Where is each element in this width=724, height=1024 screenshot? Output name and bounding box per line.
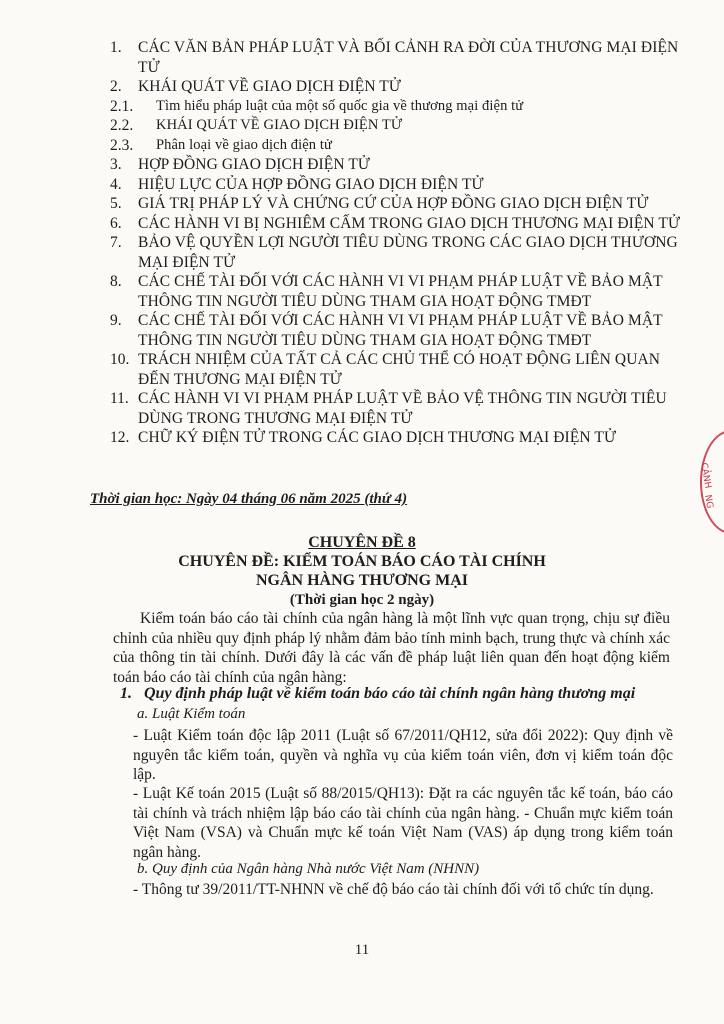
- toc-item: [110, 272, 690, 311]
- toc-item-number: 11.: [110, 390, 129, 407]
- toc-item: [110, 389, 690, 428]
- toc-item-text: TRÁCH NHIỆM CỦA TẤT CẢ CÁC CHỦ THỂ CÓ HOẠT ĐỘNG LIÊN QUAN ĐẾN THƯƠNG MẠI ĐIỆN TỬ: [138, 351, 661, 388]
- toc-item-number: 2.1.: [110, 97, 134, 115]
- toc-item-number: 2.: [110, 78, 122, 95]
- toc-item: [110, 136, 690, 156]
- paragraph-audit-law: - Luật Kiểm toán độc lập 2011 (Luật số 67/2011/QH12, sửa đổi 2022): Quy định về nguyên tắc kiểm toán, quyền và nghĩa vụ của kiểm toán viên, đơn vị kiểm toán độc lập.: [133, 727, 673, 783]
- toc-item-text: CÁC VĂN BẢN PHÁP LUẬT VÀ BỐI CẢNH RA ĐỜI CỦA THƯƠNG MẠI ĐIỆN TỬ: [138, 39, 679, 76]
- stamp-text: CẢNH: [698, 462, 713, 490]
- toc-item-number: 9.: [110, 312, 122, 329]
- toc-item: [110, 116, 690, 136]
- toc-item-text: CHỮ KÝ ĐIỆN TỬ TRONG CÁC GIAO DỊCH THƯƠNG MẠI ĐIỆN TỬ: [138, 429, 617, 446]
- toc-item-text: Tìm hiểu pháp luật của một số quốc gia về thương mại điện tử: [156, 97, 524, 114]
- toc-item: [110, 38, 690, 77]
- intro-paragraph: Kiểm toán báo cáo tài chính của ngân hàng là một lĩnh vực quan trọng, chịu sự điều chỉnh của nhiều quy định pháp lý nhằm đảm bảo tính minh bạch, trung thực và chính xác của thông tin tài chính. Dưới đây là các vấn đề pháp luật liên quan đến hoạt động kiểm toán báo cáo tài chính của ngân hàng:: [113, 610, 670, 686]
- toc-item-text: HỢP ĐỒNG GIAO DỊCH ĐIỆN TỬ: [138, 156, 371, 173]
- toc-item-number: 2.3.: [110, 136, 134, 154]
- toc-item-number: 3.: [110, 156, 122, 173]
- topic-title-line-2: NGÂN HÀNG THƯƠNG MẠI: [256, 572, 468, 589]
- toc-item-number: 8.: [110, 273, 122, 290]
- toc-item-number: 6.: [110, 214, 122, 232]
- toc-item: [110, 350, 690, 389]
- section-1-heading: [120, 685, 635, 703]
- toc-item-text: GIÁ TRỊ PHÁP LÝ VÀ CHỨNG CỨ CỦA HỢP ĐỒNG GIAO DỊCH ĐIỆN TỬ: [138, 195, 649, 212]
- paragraph-circular: - Thông tư 39/2011/TT-NHNN về chế độ báo cáo tài chính đối với tổ chức tín dụng.: [133, 881, 654, 898]
- table-of-contents: [110, 38, 690, 448]
- toc-item: [110, 214, 690, 234]
- subsection-b: b. Quy định của Ngân hàng Nhà nước Việt Nam (NHNN): [137, 861, 480, 877]
- stamp-text: NG: [702, 494, 715, 510]
- paragraph-accounting-law: - Luật Kế toán 2015 (Luật số 88/2015/QH13): Đặt ra các nguyên tắc kế toán, báo cáo tài chính và trách nhiệm lập báo cáo tài chính của ngân hàng. - Chuẩn mực kiểm toán Việt Nam (VSA) và Chuẩn mực kế toán Việt Nam (VAS) áp dụng trong kiểm toán ngân hàng.: [133, 785, 673, 861]
- toc-item-text: BẢO VỆ QUYỀN LỢI NGƯỜI TIÊU DÙNG TRONG CÁC GIAO DỊCH THƯƠNG MẠI ĐIỆN TỬ: [138, 234, 678, 271]
- section-1-number: 1.: [120, 685, 132, 702]
- topic-title-line-1: CHUYÊN ĐỀ: KIỂM TOÁN BÁO CÁO TÀI CHÍNH: [178, 553, 546, 570]
- toc-item-number: 7.: [110, 234, 122, 251]
- toc-item-text: CÁC CHẾ TÀI ĐỐI VỚI CÁC HÀNH VI VI PHẠM PHÁP LUẬT VỀ BẢO MẬT THÔNG TIN NGƯỜI TIÊU DÙNG THAM GIA HOẠT ĐỘNG TMĐT: [138, 273, 663, 310]
- page-number: 11: [354, 942, 370, 958]
- section-1-title: Quy định pháp luật về kiểm toán báo cáo tài chính ngân hàng thương mại: [144, 685, 636, 702]
- toc-item-number: 5.: [110, 195, 122, 212]
- toc-item: [110, 175, 690, 195]
- toc-item: [110, 311, 690, 350]
- toc-item-number: 10.: [110, 351, 130, 368]
- toc-item-text: CÁC HÀNH VI BỊ NGHIÊM CẤM TRONG GIAO DỊCH THƯƠNG MẠI ĐIỆN TỬ: [138, 214, 681, 232]
- toc-item: [110, 194, 690, 214]
- toc-item: [110, 77, 690, 97]
- toc-item: [110, 155, 690, 175]
- red-stamp: [700, 430, 724, 534]
- toc-item-text: KHÁI QUÁT VỀ GIAO DỊCH ĐIỆN TỬ: [138, 78, 402, 95]
- topic-duration: (Thời gian học 2 ngày): [289, 592, 435, 608]
- toc-item-number: 1.: [110, 39, 122, 56]
- toc-item-text: KHÁI QUÁT VỀ GIAO DỊCH ĐIỆN TỬ: [156, 117, 403, 133]
- study-time: Thời gian học: Ngày 04 tháng 06 năm 2025 (thứ 4): [90, 491, 408, 507]
- toc-item-number: 4.: [110, 175, 122, 193]
- toc-item-text: Phân loại về giao dịch điện tử: [156, 136, 332, 153]
- toc-item: [110, 428, 690, 448]
- toc-item-number: 2.2.: [110, 117, 134, 134]
- topic-label: CHUYÊN ĐỀ 8: [308, 534, 416, 551]
- toc-item-text: CÁC HÀNH VI VI PHẠM PHÁP LUẬT VỀ BẢO VỆ THÔNG TIN NGƯỜI TIÊU DÙNG TRONG THƯƠNG MẠI ĐIỆN TỬ: [138, 390, 667, 427]
- toc-item-text: HIỆU LỰC CỦA HỢP ĐỒNG GIAO DỊCH ĐIỆN TỬ: [138, 175, 484, 193]
- toc-item-text: CÁC CHẾ TÀI ĐỐI VỚI CÁC HÀNH VI VI PHẠM PHÁP LUẬT VỀ BẢO MẬT THÔNG TIN NGƯỜI TIÊU DÙNG THAM GIA HOẠT ĐỘNG TMĐT: [138, 312, 663, 349]
- toc-item: [110, 233, 690, 272]
- subsection-a: a. Luật Kiểm toán: [137, 706, 246, 722]
- toc-item: [110, 97, 690, 117]
- toc-item-number: 12.: [110, 429, 130, 446]
